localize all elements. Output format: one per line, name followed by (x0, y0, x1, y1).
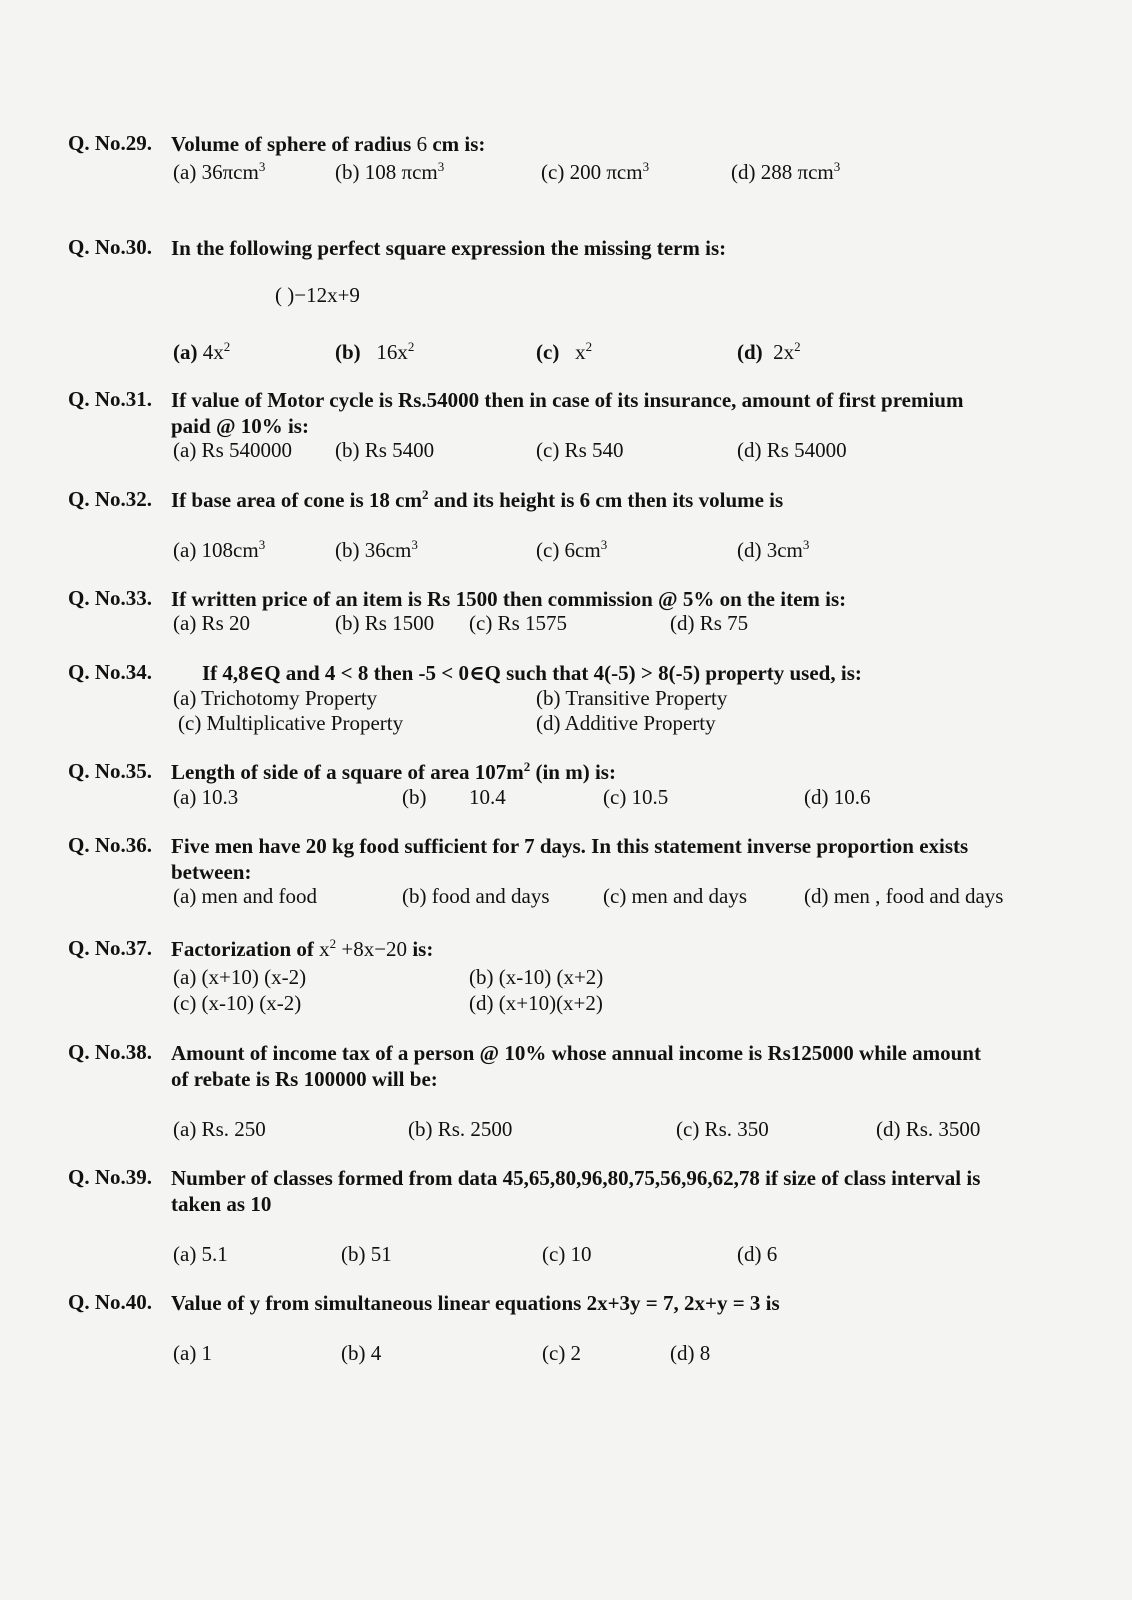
question-number: Q. No.38. (68, 1040, 152, 1064)
option-c: (c) $6cm^3$ (536, 537, 608, 562)
question-text: Length of side of a square of area $107m^2$ (in m) is: (171, 759, 616, 784)
question-number: Q. No.33. (68, 586, 152, 610)
question-text: Value of y from simultaneous linear equations 2x+3y = 7, 2x+y = 3 is (171, 1291, 780, 1315)
question-text: In the following perfect square expression the missing term is: (171, 236, 727, 260)
option-d: (d) 6 (737, 1242, 778, 1266)
option-d: (d) $2x^2$ (737, 339, 801, 364)
question-number: Q. No.30. (68, 235, 152, 259)
option-b: (b) Rs. 2500 (408, 1117, 513, 1141)
question-number: Q. No.31. (68, 387, 152, 411)
option-b: (b) (x-10) (x+2) (469, 965, 604, 989)
option-d: (d) $3cm^3$ (737, 537, 810, 562)
option-d: (d) Additive Property (536, 711, 716, 735)
option-b: (b) 108 πcm$^3$ (335, 159, 445, 184)
option-b: (b) Rs 1500 (335, 611, 435, 635)
option-a: (a) Rs 20 (173, 611, 250, 635)
question-number: Q. No.29. (68, 131, 152, 155)
option-c: (c) 200 πcm$^3$ (541, 159, 650, 184)
option-a: (a) (x+10) (x-2) (173, 965, 307, 989)
option-d: (d) Rs 54000 (737, 438, 847, 462)
question-text: If value of Motor cycle is Rs.54000 then in case of its insurance, amount of first premium paid @ 10% is: (171, 388, 964, 438)
question-text: Factorization of $x^2 +8x-20$ is: (171, 936, 434, 961)
option-b: (b) 4 (341, 1341, 382, 1365)
option-c: (c) 10 (542, 1242, 592, 1266)
option-a: (a) $4x^2$ (173, 339, 231, 364)
expression: ( )−12x+9 (275, 283, 360, 307)
question-number: Q. No.34. (68, 660, 152, 684)
option-a: (a) 1 (173, 1341, 213, 1365)
option-c: (c) (x-10) (x-2) (173, 991, 302, 1015)
question-number: Q. No.36. (68, 833, 152, 857)
question-number: Q. No.32. (68, 487, 152, 511)
question-number: Q. No.40. (68, 1290, 152, 1314)
option-b-label: (b) (402, 785, 427, 809)
question-text: If base area of cone is 18 $cm^2$ and its height is 6 cm then its volume is (171, 487, 784, 512)
question-text: If 4,8∈Q and 4 < 8 then -5 < 0∈Q such that 4(-5) > 8(-5) property used, is: (202, 661, 862, 685)
question-text: Volume of sphere of radius 6 cm is: (171, 132, 486, 156)
option-a: (a) men and food (173, 884, 318, 908)
question-number: Q. No.39. (68, 1165, 152, 1189)
option-c: (c) $x^2$ (536, 339, 593, 364)
option-d: (d) Rs. 3500 (876, 1117, 981, 1141)
option-a: (a) 36πcm$^3$ (173, 159, 266, 184)
option-a: (a) $108cm^3$ (173, 537, 266, 562)
option-d: (d) Rs 75 (670, 611, 749, 635)
option-b: (b) food and days (402, 884, 550, 908)
question-text: Number of classes formed from data 45,65,80,96,80,75,56,96,62,78 if size of class interval is taken as 10 (171, 1166, 981, 1216)
option-c: (c) Rs 540 (536, 438, 624, 462)
option-c: (c) 2 (542, 1341, 582, 1365)
option-b: (b) $16x^2$ (335, 339, 415, 364)
option-b-value: 10.4 (469, 785, 506, 809)
option-c: (c) 10.5 (603, 785, 669, 809)
option-b: (b) $36cm^3$ (335, 537, 418, 562)
option-b: (b) Rs 5400 (335, 438, 435, 462)
option-c: (c) Multiplicative Property (178, 711, 404, 735)
option-d: (d) (x+10)(x+2) (469, 991, 603, 1015)
option-d: (d) men , food and days (804, 884, 1004, 908)
option-d: (d) 288 πcm$^3$ (731, 159, 841, 184)
option-a: (a) Rs 540000 (173, 438, 292, 462)
option-d: (d) 10.6 (804, 785, 871, 809)
question-text: Amount of income tax of a person @ 10% whose annual income is Rs125000 while amount of rebate is Rs 100000 will be: (171, 1041, 981, 1091)
option-c: (c) men and days (603, 884, 748, 908)
option-a: (a) 10.3 (173, 785, 239, 809)
option-a: (a) 5.1 (173, 1242, 228, 1266)
option-c: (c) Rs. 350 (676, 1117, 769, 1141)
option-a: (a) Trichotomy Property (173, 686, 378, 710)
question-number: Q. No.35. (68, 759, 152, 783)
question-text: If written price of an item is Rs 1500 then commission @ 5% on the item is: (171, 587, 847, 611)
option-b: (b) Transitive Property (536, 686, 728, 710)
option-c: (c) Rs 1575 (469, 611, 567, 635)
question-number: Q. No.37. (68, 936, 152, 960)
option-d: (d) 8 (670, 1341, 711, 1365)
option-a: (a) Rs. 250 (173, 1117, 266, 1141)
question-text: Five men have 20 kg food sufficient for 7 days. In this statement inverse proportion exists between: (171, 834, 969, 884)
option-b: (b) 51 (341, 1242, 392, 1266)
